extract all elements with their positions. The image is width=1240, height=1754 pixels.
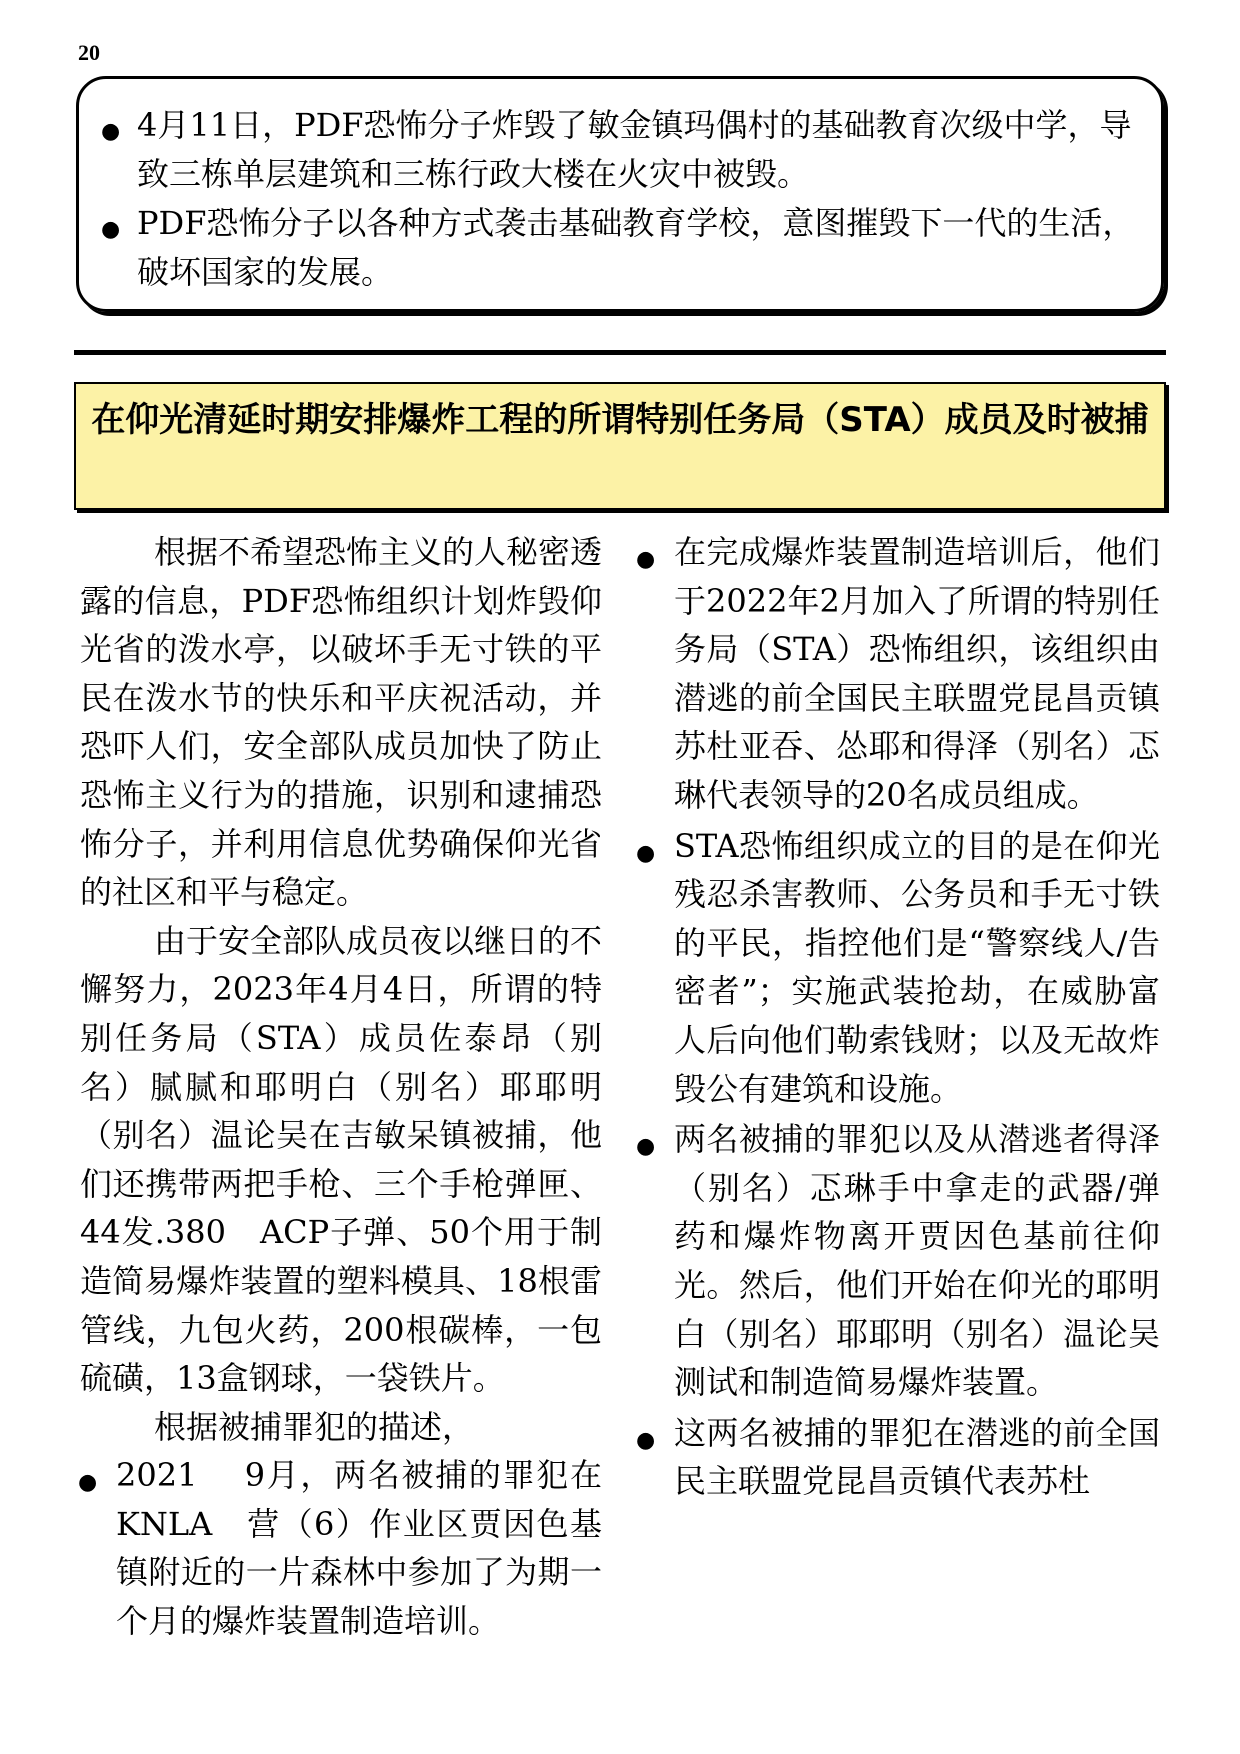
list-item-text: 两名被捕的罪犯以及从潜逃者得泽（别名）忑琳手中拿走的武器/弹药和爆炸物离开贾因色基前往仰光。然后，他们开始在仰光的耶明白（别名）耶耶明（别名）温论吴测试和制造简易爆炸装置。 <box>674 1120 1160 1402</box>
bullet-icon: ● <box>636 1427 656 1453</box>
summary-box <box>76 76 1164 312</box>
list-item-text: 在完成爆炸装置制造培训后，他们于2022年2月加入了所谓的特别任务局（STA）恐怖组织，该组织由潜逃的前全国民主联盟党昆昌贡镇苏杜亚吞、怂耶和得泽（别名）忑琳代表领导的20名成员组成。 <box>674 533 1160 814</box>
summary-bullet <box>101 101 1137 199</box>
left-column <box>80 528 602 1646</box>
summary-bullet-text: PDF恐怖分子以各种方式袭击基础教育学校，意图摧毁下一代的生活，破坏国家的发展。 <box>137 204 1135 291</box>
article-headline: 在仰光清延时期安排爆炸工程的所谓特别任务局（STA）成员及时被捕 <box>74 382 1166 510</box>
list-item-text: 2021 9月，两名被捕的罪犯在KNLA 营（6）作业区贾因色基镇附近的一片森林中参加了为期一个月的爆炸装置制造培训。 <box>116 1456 602 1641</box>
list-item <box>636 528 1160 820</box>
bullet-icon: ● <box>636 547 656 572</box>
section-divider <box>74 350 1166 355</box>
list-item <box>636 1409 1160 1506</box>
bullet-icon: ● <box>101 217 121 242</box>
list-item <box>636 822 1160 1114</box>
body-paragraph: 由于安全部队成员夜以继日的不懈努力，2023年4月4日，所谓的特别任务局（STA）成员佐泰昂（别名）腻腻和耶明白（别名）耶耶明（别名）温论吴在吉敏呆镇被捕，他们还携带两把手枪、三个手枪弹匣、44发.380 ACP子弹、50个用于制造简易爆炸装置的塑料模具、18根雷管线，九包火药，200根碳棒，一包硫磺，13盒钢球，一袋铁片。 <box>80 921 603 1398</box>
list-item-text: 这两名被捕的罪犯在潜逃的前全国民主联盟党昆昌贡镇代表苏杜 <box>674 1413 1160 1501</box>
body-paragraph: 根据不希望恐怖主义的人秘密透露的信息，PDF恐怖组织计划炸毁仰光省的泼水亭，以破坏手无寸铁的平民在泼水节的快乐和平庆祝活动，并恐吓人们，安全部队成员加快了防止恐怖主义行为的措施，识别和逮捕恐怖分子，并利用信息优势确保仰光省的社区和平与稳定。 <box>80 533 603 912</box>
body-paragraph: 根据被捕罪犯的描述， <box>154 1407 475 1446</box>
bullet-icon: ● <box>636 1134 656 1160</box>
list-item-text: STA恐怖组织成立的目的是在仰光残忍杀害教师、公务员和手无寸铁的平民，指控他们是“警察线人/告密者”；实施武装抢劫，在威胁富人后向他们勒索钱财；以及无故炸毁公有建筑和设施。 <box>674 826 1160 1108</box>
list-item <box>80 1451 602 1645</box>
bullet-icon: ● <box>78 1470 98 1496</box>
bullet-icon: ● <box>101 119 121 144</box>
page-number: 20 <box>78 40 100 65</box>
bullet-icon: ● <box>636 840 656 866</box>
list-item <box>636 1115 1160 1407</box>
right-column <box>636 528 1160 1508</box>
summary-bullet-text: 4月11日，PDF恐怖分子炸毁了敏金镇玛偶村的基础教育次级中学，导致三栋单层建筑和三栋行政大楼在火灾中被毁。 <box>137 106 1132 193</box>
summary-bullet <box>101 199 1137 297</box>
